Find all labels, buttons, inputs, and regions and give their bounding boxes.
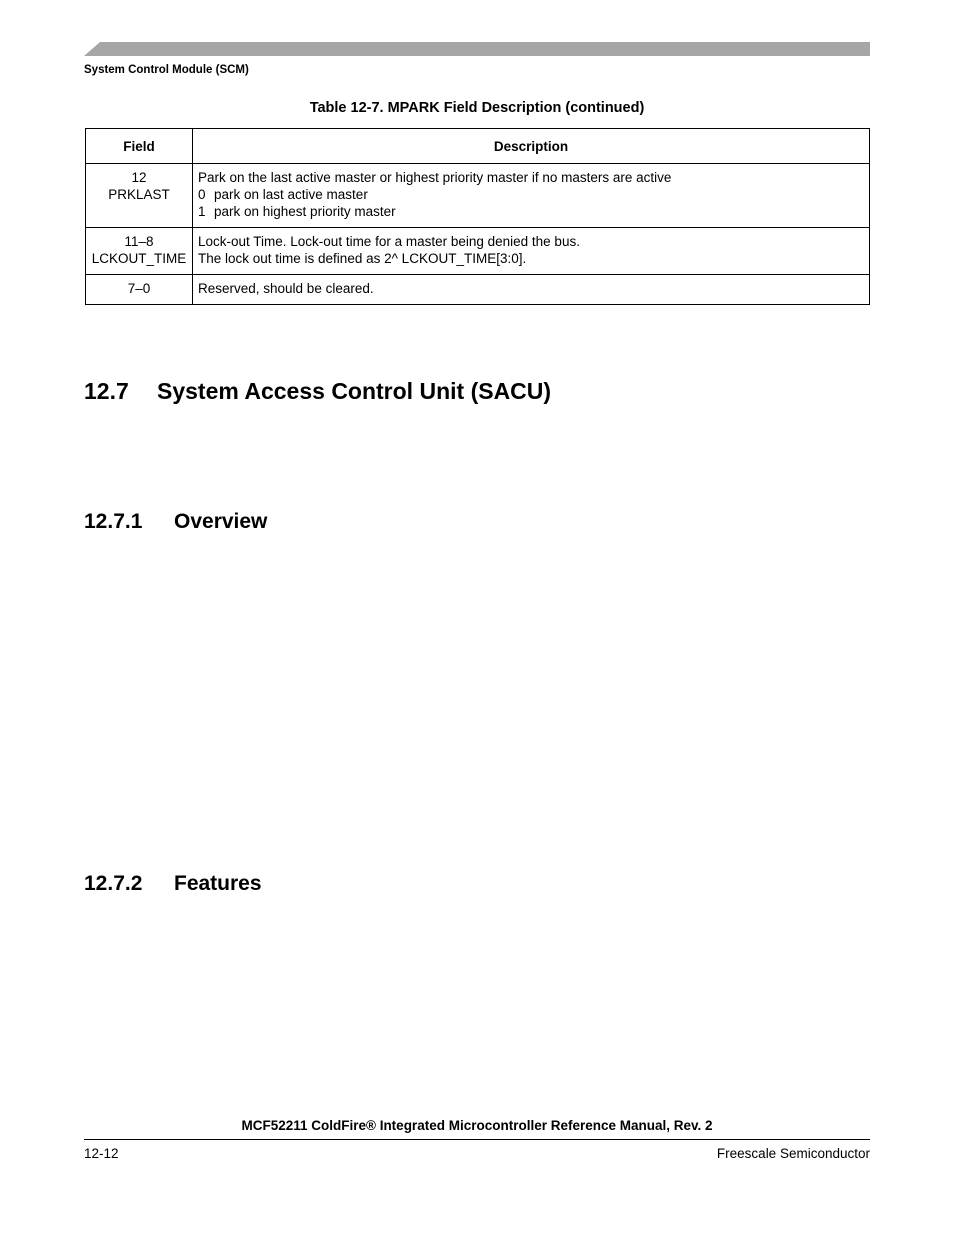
section-title: Overview bbox=[174, 510, 268, 533]
table-row bbox=[86, 164, 870, 228]
description-cell bbox=[193, 228, 870, 275]
table-header-row bbox=[86, 129, 870, 164]
field-name: LCKOUT_TIME bbox=[91, 251, 187, 266]
description-text: Lock-out Time. Lock-out time for a master being denied the bus. bbox=[198, 234, 580, 249]
option-text: park on highest priority master bbox=[214, 204, 396, 219]
column-header-field: Field bbox=[86, 129, 193, 164]
option-line bbox=[198, 203, 864, 220]
table-row bbox=[86, 228, 870, 275]
description-text: Park on the last active master or highest priority master if no masters are active bbox=[198, 170, 672, 185]
footer-company: Freescale Semiconductor bbox=[716, 1146, 870, 1161]
section-heading-features bbox=[84, 872, 262, 896]
field-cell bbox=[86, 228, 193, 275]
description-text: The lock out time is defined as 2^ LCKOUT_TIME[3:0]. bbox=[198, 251, 527, 266]
field-bits: 7–0 bbox=[127, 281, 151, 296]
option-value: 0 bbox=[198, 187, 206, 202]
header-bar bbox=[84, 42, 870, 56]
field-cell bbox=[86, 275, 193, 305]
column-header-description: Description bbox=[193, 129, 870, 164]
section-number: 12.7.1 bbox=[84, 510, 143, 533]
footer-page-number: 12-12 bbox=[84, 1146, 119, 1161]
footer-manual-title: MCF52211 ColdFire® Integrated Microcontroller Reference Manual, Rev. 2 bbox=[241, 1118, 713, 1133]
description-text: Reserved, should be cleared. bbox=[198, 281, 374, 296]
table-title: Table 12-7. MPARK Field Description (continued) bbox=[309, 100, 645, 116]
option-value: 1 bbox=[198, 204, 206, 219]
section-title: Features bbox=[174, 872, 262, 895]
description-cell bbox=[193, 275, 870, 305]
running-head: System Control Module (SCM) bbox=[84, 64, 249, 76]
section-title: System Access Control Unit (SACU) bbox=[157, 378, 552, 404]
header-bar-shape bbox=[84, 42, 870, 56]
section-heading-overview bbox=[84, 510, 267, 534]
field-name: PRKLAST bbox=[108, 187, 170, 202]
section-heading-sacu bbox=[84, 378, 551, 405]
footer-divider bbox=[84, 1139, 870, 1140]
description-cell bbox=[193, 164, 870, 228]
section-number: 12.7 bbox=[84, 378, 129, 404]
field-cell bbox=[86, 164, 193, 228]
section-number: 12.7.2 bbox=[84, 872, 143, 895]
field-bits: 11–8 bbox=[124, 234, 154, 249]
option-text: park on last active master bbox=[214, 187, 368, 202]
table-row bbox=[86, 275, 870, 305]
field-description-table bbox=[85, 128, 870, 305]
option-line bbox=[198, 186, 864, 203]
field-bits: 12 bbox=[131, 170, 147, 185]
